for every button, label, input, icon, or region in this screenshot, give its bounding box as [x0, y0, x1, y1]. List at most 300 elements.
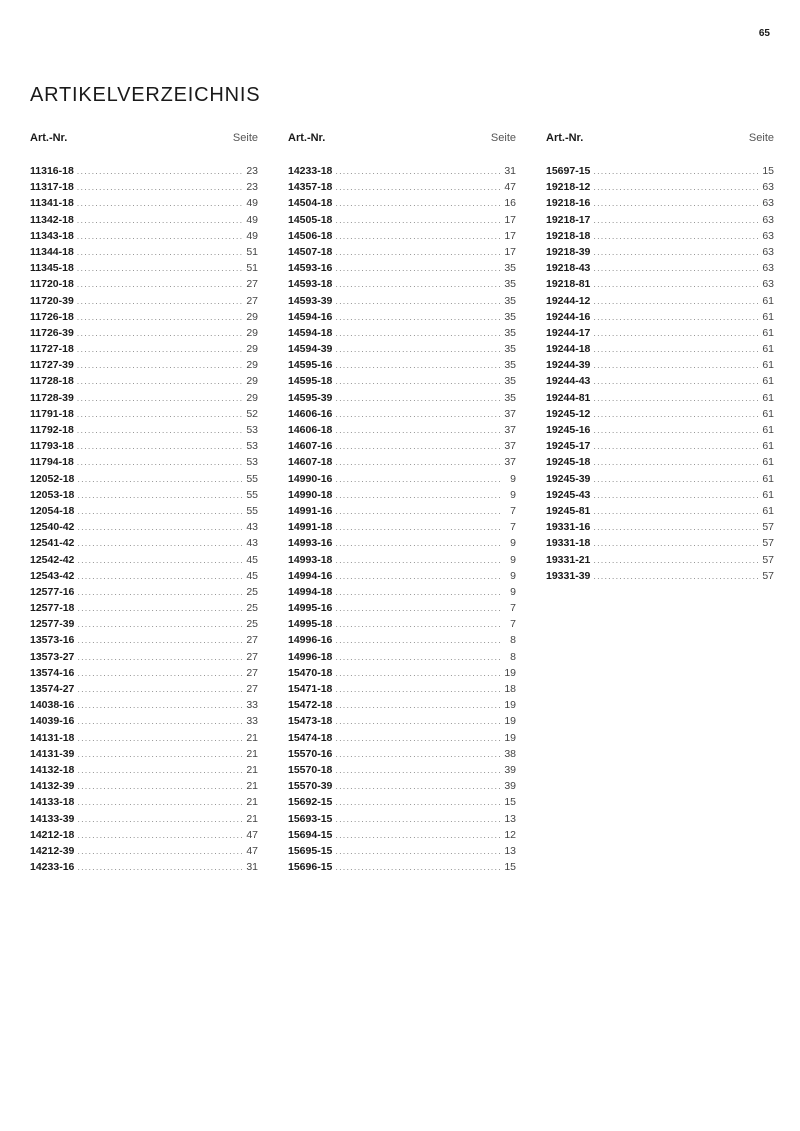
- page-reference: 49: [246, 213, 258, 226]
- article-number: 19245-43: [546, 488, 591, 501]
- index-entry: [30, 730, 258, 746]
- index-rows: [546, 163, 774, 584]
- page-reference: 35: [504, 391, 516, 404]
- dot-leader: [77, 730, 243, 746]
- article-number-header: Art.-Nr.: [30, 132, 68, 144]
- page-reference: 55: [246, 504, 258, 517]
- index-entry: [288, 762, 516, 778]
- article-number: 12540-42: [30, 521, 75, 534]
- index-entry: [30, 373, 258, 389]
- dot-leader: [77, 373, 243, 389]
- index-entry: [30, 665, 258, 681]
- dot-leader: [335, 649, 501, 665]
- article-number: 14132-39: [30, 780, 75, 793]
- index-entry: [30, 487, 258, 503]
- dot-leader: [335, 422, 501, 438]
- dot-leader: [77, 665, 243, 681]
- dot-leader: [335, 487, 501, 503]
- page-reference: 7: [510, 618, 516, 631]
- index-entry: [546, 552, 774, 568]
- index-entry: [546, 179, 774, 195]
- dot-leader: [335, 293, 501, 309]
- dot-leader: [77, 600, 243, 616]
- page-reference: 31: [504, 165, 516, 177]
- index-entry: [30, 600, 258, 616]
- index-entry: [546, 357, 774, 373]
- index-entry: [288, 260, 516, 276]
- dot-leader: [593, 535, 759, 551]
- dot-leader: [593, 487, 759, 503]
- dot-leader: [335, 762, 501, 778]
- dot-leader: [335, 616, 501, 632]
- article-number: 14039-16: [30, 715, 75, 728]
- article-number: 19218-16: [546, 197, 591, 210]
- dot-leader: [77, 762, 243, 778]
- page-reference: 33: [246, 715, 258, 728]
- page-reference: 63: [762, 197, 774, 210]
- index-entry: [30, 471, 258, 487]
- page-reference: 13: [504, 844, 516, 857]
- dot-leader: [77, 746, 243, 762]
- dot-leader: [335, 390, 501, 406]
- dot-leader: [593, 260, 759, 276]
- article-number: 14991-18: [288, 521, 333, 534]
- article-number: 14993-16: [288, 537, 333, 550]
- article-number: 12053-18: [30, 488, 75, 501]
- page-reference: 7: [510, 521, 516, 534]
- article-number: 14593-18: [288, 278, 333, 291]
- article-number: 13573-16: [30, 634, 75, 647]
- page-reference: 47: [246, 828, 258, 841]
- index-entry: [288, 293, 516, 309]
- page-reference: 23: [246, 165, 258, 177]
- dot-leader: [593, 293, 759, 309]
- article-number: 15474-18: [288, 731, 333, 744]
- article-number: 19218-81: [546, 278, 591, 291]
- index-entry: [30, 163, 258, 179]
- index-entry: [30, 584, 258, 600]
- page-reference: 63: [762, 245, 774, 258]
- index-entry: [288, 309, 516, 325]
- dot-leader: [335, 697, 501, 713]
- page-reference: 9: [510, 472, 516, 485]
- article-number: 19245-17: [546, 440, 591, 453]
- dot-leader: [335, 778, 501, 794]
- article-number: 14595-18: [288, 375, 333, 388]
- page-reference: 53: [246, 440, 258, 453]
- dot-leader: [77, 487, 243, 503]
- index-entry: [30, 260, 258, 276]
- page-reference: 21: [246, 763, 258, 776]
- dot-leader: [77, 276, 243, 292]
- page-reference: 29: [246, 359, 258, 372]
- article-number: 19244-81: [546, 391, 591, 404]
- article-number: 14507-18: [288, 245, 333, 258]
- article-number: 11345-18: [30, 262, 74, 275]
- page-reference: 29: [246, 343, 258, 356]
- page-reference: 27: [246, 650, 258, 663]
- article-number: 19244-12: [546, 294, 591, 307]
- article-number: 19218-18: [546, 229, 591, 242]
- dot-leader: [335, 665, 501, 681]
- dot-leader: [335, 454, 501, 470]
- index-entry: [30, 811, 258, 827]
- article-number: 19245-39: [546, 472, 591, 485]
- article-number: 19245-12: [546, 407, 591, 420]
- article-number: 14357-18: [288, 181, 333, 194]
- index-entry: [288, 794, 516, 810]
- index-entry: [288, 535, 516, 551]
- index-entry: [546, 293, 774, 309]
- article-number: 11727-39: [30, 359, 74, 372]
- dot-leader: [77, 519, 243, 535]
- index-entry: [288, 568, 516, 584]
- dot-leader: [335, 600, 501, 616]
- dot-leader: [77, 568, 243, 584]
- article-number: 19245-16: [546, 424, 591, 436]
- index-entry: [288, 730, 516, 746]
- index-entry: [30, 503, 258, 519]
- article-number: 15697-15: [546, 165, 591, 177]
- dot-leader: [335, 309, 501, 325]
- article-number: 11344-18: [30, 245, 74, 258]
- dot-leader: [335, 406, 501, 422]
- article-number: 14593-39: [288, 294, 333, 307]
- index-entry: [288, 195, 516, 211]
- page-reference: 47: [504, 181, 516, 194]
- page-reference: 25: [246, 618, 258, 631]
- page-reference: 27: [246, 634, 258, 647]
- page-reference: 7: [510, 602, 516, 615]
- dot-leader: [335, 730, 501, 746]
- dot-leader: [335, 179, 501, 195]
- article-number: 12054-18: [30, 504, 75, 517]
- page-reference: 51: [246, 262, 258, 275]
- article-number: 12577-16: [30, 585, 75, 598]
- index-entry: [30, 195, 258, 211]
- article-number: 11341-18: [30, 197, 74, 210]
- dot-leader: [77, 584, 243, 600]
- page-reference: 16: [504, 197, 516, 210]
- index-entry: [30, 341, 258, 357]
- dot-leader: [335, 163, 501, 179]
- page-reference: 35: [504, 375, 516, 388]
- article-number: 11792-18: [30, 424, 74, 436]
- page-reference: 7: [510, 504, 516, 517]
- dot-leader: [77, 341, 243, 357]
- article-number: 15473-18: [288, 715, 333, 728]
- page-reference: 57: [762, 537, 774, 550]
- page-reference: 21: [246, 747, 258, 760]
- index-entry: [30, 519, 258, 535]
- index-entry: [288, 487, 516, 503]
- dot-leader: [77, 325, 243, 341]
- article-number: 14131-18: [30, 731, 75, 744]
- article-number: 19331-18: [546, 537, 591, 550]
- page-reference: 61: [762, 488, 774, 501]
- dot-leader: [593, 390, 759, 406]
- index-entry: [30, 390, 258, 406]
- article-number: 12543-42: [30, 569, 75, 582]
- index-entry: [546, 373, 774, 389]
- index-entry: [288, 616, 516, 632]
- index-entry: [288, 778, 516, 794]
- index-entry: [546, 212, 774, 228]
- page-reference: 63: [762, 229, 774, 242]
- dot-leader: [335, 827, 501, 843]
- article-number: 19245-81: [546, 504, 591, 517]
- index-column-3: [546, 130, 774, 875]
- dot-leader: [77, 438, 243, 454]
- index-entry: [288, 600, 516, 616]
- article-number-header: Art.-Nr.: [546, 132, 584, 144]
- page-reference: 35: [504, 294, 516, 307]
- dot-leader: [77, 260, 243, 276]
- page-reference: 23: [246, 181, 258, 194]
- dot-leader: [77, 195, 243, 211]
- article-number: 14212-39: [30, 844, 75, 857]
- article-number: 19244-43: [546, 375, 591, 388]
- index-entry: [30, 357, 258, 373]
- article-number: 14606-16: [288, 407, 333, 420]
- page-reference: 61: [762, 440, 774, 453]
- index-entry: [288, 163, 516, 179]
- index-entry: [546, 519, 774, 535]
- dot-leader: [77, 228, 243, 244]
- index-entry: [288, 519, 516, 535]
- index-entry: [288, 454, 516, 470]
- dot-leader: [335, 325, 501, 341]
- index-entry: [288, 811, 516, 827]
- page-reference: 8: [510, 650, 516, 663]
- index-entry: [546, 228, 774, 244]
- page-reference: 61: [762, 375, 774, 388]
- page-reference: 63: [762, 278, 774, 291]
- index-rows: [30, 163, 258, 875]
- article-number: 11726-39: [30, 326, 74, 339]
- page-reference: 53: [246, 424, 258, 436]
- index-entry: [288, 471, 516, 487]
- article-number: 19331-16: [546, 521, 591, 534]
- dot-leader: [335, 811, 501, 827]
- index-entry: [30, 746, 258, 762]
- index-entry: [30, 454, 258, 470]
- index-entry: [546, 244, 774, 260]
- index-entry: [288, 503, 516, 519]
- page-reference: 63: [762, 181, 774, 194]
- index-entry: [30, 244, 258, 260]
- page-reference: 17: [504, 213, 516, 226]
- dot-leader: [335, 681, 501, 697]
- page-reference: 57: [762, 521, 774, 534]
- index-entry: [546, 535, 774, 551]
- dot-leader: [593, 244, 759, 260]
- article-number: 15696-15: [288, 861, 333, 874]
- page-reference: 61: [762, 310, 774, 323]
- index-entry: [546, 471, 774, 487]
- page-reference: 61: [762, 424, 774, 436]
- article-number: 14996-18: [288, 650, 333, 663]
- dot-leader: [593, 406, 759, 422]
- dot-leader: [77, 357, 243, 373]
- article-number: 19244-17: [546, 326, 591, 339]
- page-reference: 17: [504, 245, 516, 258]
- article-number: 15570-16: [288, 747, 333, 760]
- index-entry: [288, 422, 516, 438]
- article-number: 12541-42: [30, 537, 75, 550]
- article-number: 19244-16: [546, 310, 591, 323]
- page-reference: 21: [246, 780, 258, 793]
- dot-leader: [593, 438, 759, 454]
- page-reference: 18: [504, 683, 516, 695]
- dot-leader: [335, 341, 501, 357]
- index-entry: [546, 406, 774, 422]
- page-reference: 57: [762, 553, 774, 566]
- page-reference: 19: [504, 731, 516, 744]
- index-entry: [288, 713, 516, 729]
- dot-leader: [593, 228, 759, 244]
- index-entry: [546, 503, 774, 519]
- article-number: 14133-18: [30, 796, 75, 809]
- dot-leader: [593, 454, 759, 470]
- article-number: 14990-18: [288, 488, 333, 501]
- dot-leader: [335, 552, 501, 568]
- article-number: 11316-18: [30, 165, 74, 177]
- dot-leader: [77, 503, 243, 519]
- article-number: 19244-18: [546, 343, 591, 356]
- article-number-header: Art.-Nr.: [288, 132, 326, 144]
- article-number: 14212-18: [30, 828, 75, 841]
- index-entry: [546, 487, 774, 503]
- page-reference: 19: [504, 699, 516, 712]
- dot-leader: [593, 212, 759, 228]
- dot-leader: [593, 357, 759, 373]
- dot-leader: [335, 357, 501, 373]
- index-entry: [288, 276, 516, 292]
- dot-leader: [335, 503, 501, 519]
- page-reference: 31: [246, 861, 258, 874]
- article-number: 11342-18: [30, 213, 74, 226]
- index-entry: [546, 341, 774, 357]
- dot-leader: [593, 552, 759, 568]
- page-reference: 12: [504, 828, 516, 841]
- article-number: 11343-18: [30, 229, 74, 242]
- index-entry: [546, 276, 774, 292]
- dot-leader: [335, 859, 501, 875]
- dot-leader: [77, 843, 243, 859]
- page-reference: 61: [762, 407, 774, 420]
- dot-leader: [77, 827, 243, 843]
- page-reference: 37: [504, 424, 516, 436]
- dot-leader: [593, 373, 759, 389]
- index-entry: [30, 325, 258, 341]
- article-number: 19218-17: [546, 213, 591, 226]
- page-reference: 27: [246, 666, 258, 679]
- index-entry: [288, 244, 516, 260]
- dot-leader: [335, 713, 501, 729]
- index-entry: [288, 632, 516, 648]
- article-number: 12052-18: [30, 472, 75, 485]
- index-entry: [30, 762, 258, 778]
- article-number: 14607-16: [288, 440, 333, 453]
- dot-leader: [593, 179, 759, 195]
- article-number: 14505-18: [288, 213, 333, 226]
- dot-leader: [593, 519, 759, 535]
- dot-leader: [77, 811, 243, 827]
- dot-leader: [593, 341, 759, 357]
- article-number: 15471-18: [288, 683, 333, 695]
- page-reference: 61: [762, 472, 774, 485]
- article-number: 14607-18: [288, 456, 333, 469]
- article-number: 14233-18: [288, 165, 333, 177]
- index-entry: [30, 406, 258, 422]
- index-entry: [30, 212, 258, 228]
- index-entry: [546, 325, 774, 341]
- article-number: 14038-16: [30, 699, 75, 712]
- dot-leader: [593, 163, 759, 179]
- index-entry: [288, 373, 516, 389]
- dot-leader: [593, 503, 759, 519]
- page-reference: 45: [246, 553, 258, 566]
- dot-leader: [593, 422, 759, 438]
- page-reference: 29: [246, 375, 258, 388]
- page-reference: 29: [246, 391, 258, 404]
- page-reference: 52: [246, 407, 258, 420]
- article-number: 11791-18: [30, 407, 74, 420]
- article-number: 11728-18: [30, 375, 74, 388]
- article-number: 14595-39: [288, 391, 333, 404]
- index-entry: [546, 390, 774, 406]
- article-number: 13574-27: [30, 683, 75, 695]
- dot-leader: [77, 390, 243, 406]
- page-reference: 27: [246, 683, 258, 695]
- article-number: 19218-12: [546, 181, 591, 194]
- index-entry: [30, 552, 258, 568]
- index-entry: [288, 665, 516, 681]
- index-entry: [288, 697, 516, 713]
- page-title: ARTIKELVERZEICHNIS: [30, 84, 261, 106]
- index-entry: [546, 163, 774, 179]
- article-number: 15692-15: [288, 796, 333, 809]
- page-reference: 15: [762, 165, 774, 177]
- page-reference: 27: [246, 294, 258, 307]
- page-reference: 37: [504, 456, 516, 469]
- page-reference: 15: [504, 861, 516, 874]
- index-entry: [30, 713, 258, 729]
- index-entry: [30, 794, 258, 810]
- page-reference: 57: [762, 569, 774, 582]
- article-number: 19331-39: [546, 569, 591, 582]
- page-reference: 35: [504, 262, 516, 275]
- index-entry: [288, 179, 516, 195]
- index-column-2: [288, 130, 516, 875]
- index-entry: [546, 260, 774, 276]
- index-entry: [30, 293, 258, 309]
- article-number: 11720-18: [30, 278, 74, 291]
- index-entry: [30, 632, 258, 648]
- page-reference: 51: [246, 245, 258, 258]
- page-reference: 21: [246, 731, 258, 744]
- article-number: 11317-18: [30, 181, 74, 194]
- dot-leader: [335, 228, 501, 244]
- dot-leader: [593, 276, 759, 292]
- article-number: 19218-39: [546, 245, 591, 258]
- page-reference: 13: [504, 812, 516, 825]
- page-reference: 19: [504, 666, 516, 679]
- page-reference: 43: [246, 537, 258, 550]
- article-number: 14993-18: [288, 553, 333, 566]
- dot-leader: [77, 244, 243, 260]
